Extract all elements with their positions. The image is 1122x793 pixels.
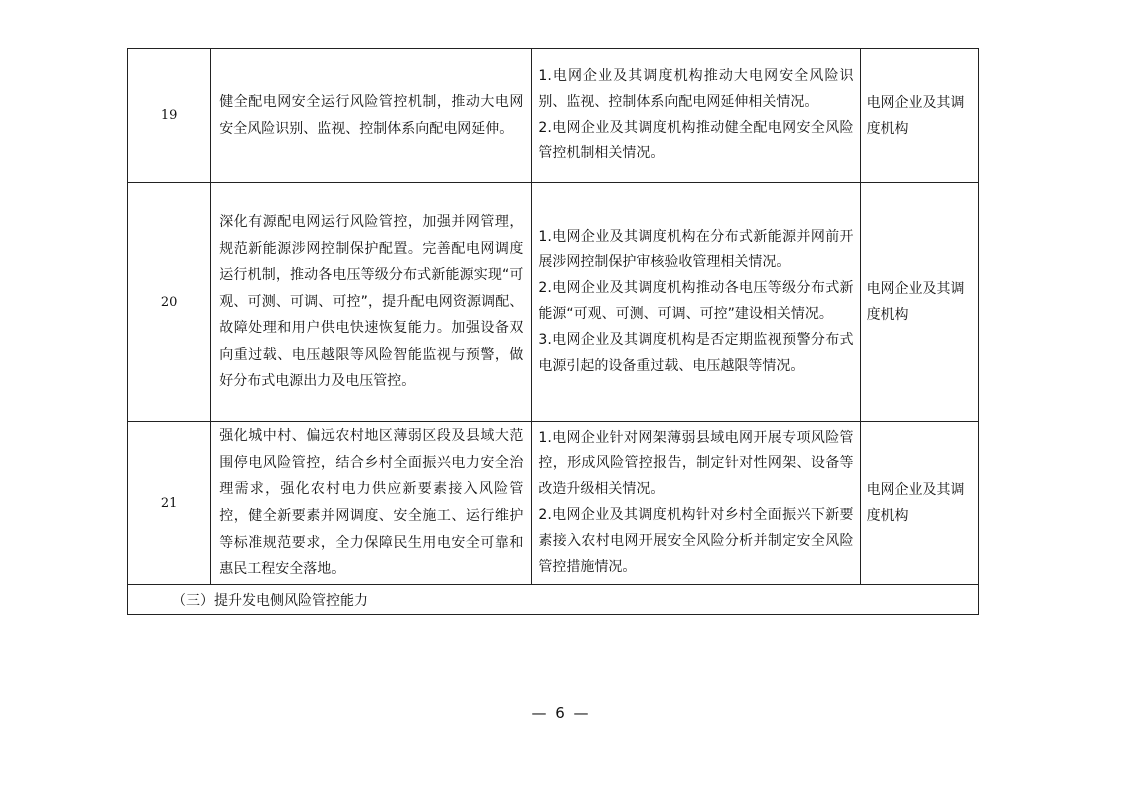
responsible-party: 电网企业及其调度机构 <box>860 422 978 585</box>
check-item: 2.电网企业及其调度机构针对乡村全面振兴下新要素接入农村电网开展安全风险分析并制定安全风险管控措施情况。 <box>538 507 854 575</box>
check-item: 2.电网企业及其调度机构推动健全配电网安全风险管控机制相关情况。 <box>538 119 854 162</box>
page-number: — 6 — <box>531 704 591 722</box>
responsible-party: 电网企业及其调度机构 <box>860 183 978 422</box>
check-content <box>532 183 860 422</box>
check-item: 1.电网企业及其调度机构推动大电网安全风险识别、监视、控制体系向配电网延伸相关情况。 <box>538 67 854 110</box>
table-row <box>128 49 979 183</box>
section-heading: （三）提升发电侧风险管控能力 <box>128 585 979 615</box>
check-content <box>532 422 860 585</box>
section-row <box>128 585 979 615</box>
check-item: 1.电网企业及其调度机构在分布式新能源并网前开展涉网控制保护审核验收管理相关情况。 <box>538 228 854 271</box>
table-row <box>128 422 979 585</box>
document-table <box>127 48 979 615</box>
row-number: 19 <box>128 49 211 183</box>
task-description: 深化有源配电网运行风险管控，加强并网管理，规范新能源涉网控制保护配置。完善配电网调度运行机制，推动各电压等级分布式新能源实现“可观、可测、可调、可控”，提升配电网资源调配、故障处理和用户供电快速恢复能力。加强设备双向重过载、电压越限等风险智能监视与预警，做好分布式电源出力及电压管控。 <box>211 183 532 422</box>
row-number: 21 <box>128 422 211 585</box>
check-item: 2.电网企业及其调度机构推动各电压等级分布式新能源“可观、可测、可调、可控”建设相关情况。 <box>538 280 854 322</box>
check-content <box>532 49 860 183</box>
task-description: 健全配电网安全运行风险管控机制，推动大电网安全风险识别、监视、控制体系向配电网延伸。 <box>211 49 532 183</box>
responsible-party: 电网企业及其调度机构 <box>860 49 978 183</box>
table-row <box>128 183 979 422</box>
check-item: 3.电网企业及其调度机构是否定期监视预警分布式电源引起的设备重过载、电压越限等情况。 <box>538 331 854 374</box>
row-number: 20 <box>128 183 211 422</box>
check-item: 1.电网企业针对网架薄弱县域电网开展专项风险管控，形成风险管控报告，制定针对性网架、设备等改造升级相关情况。 <box>538 429 854 498</box>
task-description: 强化城中村、偏远农村地区薄弱区段及县域大范围停电风险管控，结合乡村全面振兴电力安全治理需求，强化农村电力供应新要素接入风险管控，健全新要素并网调度、安全施工、运行维护等标准规范要求，全力保障民生用电安全可靠和惠民工程安全落地。 <box>211 422 532 585</box>
